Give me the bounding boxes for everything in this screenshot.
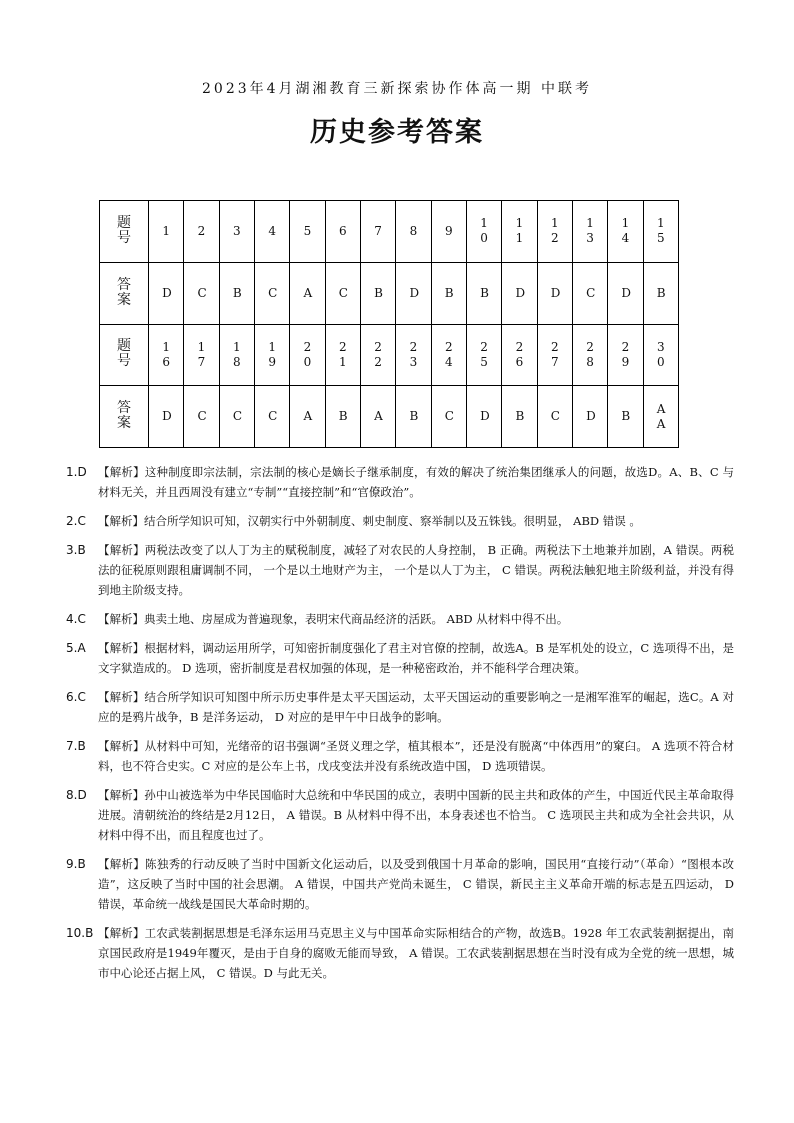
answer-letter: C: [268, 285, 278, 300]
answer-letter: B: [338, 409, 348, 424]
answer-cell: [219, 386, 254, 448]
answer-cell: [325, 386, 360, 448]
question-number: 17: [197, 339, 206, 369]
question-number-cell: [396, 324, 431, 386]
question-number: 28: [586, 339, 594, 369]
question-number-cell: [572, 201, 607, 263]
question-number: 23: [409, 339, 418, 369]
answer-cell: [537, 386, 572, 448]
answer-letter: D: [162, 285, 172, 300]
question-number-cell: [149, 324, 184, 386]
explanation-number: 7.B: [66, 739, 86, 753]
answer-letter: D: [586, 409, 596, 424]
question-number: 25: [480, 339, 488, 369]
answer-cell: [360, 262, 395, 324]
page-title: 历史参考答案: [310, 117, 484, 148]
explanation-number: 6.C: [66, 690, 86, 704]
answer-cell: [608, 262, 643, 324]
answer-cell: [643, 262, 678, 324]
question-number-cell: [643, 201, 678, 263]
answer-cell: [572, 262, 607, 324]
question-number-cell: [502, 324, 537, 386]
question-number-cell: [537, 201, 572, 263]
answer-letter: B: [621, 409, 631, 424]
explanation-text: 【解析】典卖土地、房屋成为普遍现象，表明宋代商品经济的活跃。 ABD 从材料中得不出。: [98, 612, 569, 626]
explanation-number: 1.D: [66, 465, 87, 479]
answer-letter: D: [515, 285, 526, 300]
answer-cell: [184, 386, 219, 448]
question-number: 20: [303, 339, 312, 369]
question-number: 4: [268, 223, 276, 238]
explanation-number: 5.A: [66, 641, 86, 655]
answer-letter: B: [515, 409, 525, 424]
answer-cell: [184, 262, 219, 324]
question-number-cell: [290, 201, 325, 263]
answer-cell: [502, 386, 537, 448]
question-number-cell: [325, 201, 360, 263]
explanation-number: 2.C: [66, 514, 86, 528]
answer-header-cell: [100, 386, 149, 448]
question-number-cell: [466, 201, 501, 263]
question-header-cell: [100, 324, 149, 386]
answer-letter: B: [656, 285, 666, 300]
answer-cell: [149, 386, 184, 448]
answer-cell: [325, 262, 360, 324]
explanation-text: 【解析】两税法改变了以人丁为主的赋税制度，减轻了对农民的人身控制， B 正确。两税法下土地兼并加剧，A 错误。两税法的征税原则跟租庸调制不同， 一个是以土地财产为主， 一个是以人丁为主， C 错误。两税法触犯地主阶级利益，并没有得到地主阶级支持。: [98, 543, 734, 597]
answer-cell: [290, 262, 325, 324]
question-number: 5: [303, 223, 312, 238]
question-number-cell: [184, 324, 219, 386]
explanation-number: 8.D: [66, 788, 87, 802]
question-number: 15: [656, 216, 665, 246]
question-number: 18: [232, 339, 241, 369]
explanation-text: 【解析】根据材料，调动运用所学，可知密折制度强化了君主对官僚的控制，故选A。B 是军机处的设立，C 选项得不出，是文字狱造成的。 D 选项，密折制度是君权加强的体现，是一种秘密政治，并不能科学合理决策。: [98, 641, 734, 675]
question-number-cell: [643, 324, 678, 386]
question-number: 9: [444, 223, 453, 238]
question-header-label: 题号: [117, 214, 131, 246]
answer-cell: [396, 262, 431, 324]
question-number-cell: [290, 324, 325, 386]
answer-letter: D: [162, 409, 172, 424]
question-number: 12: [550, 216, 559, 246]
answer-letter: B: [232, 285, 242, 300]
answer-cell: [431, 262, 466, 324]
answer-letter: C: [444, 409, 454, 424]
question-number-cell: [608, 324, 643, 386]
answer-letter: A: [303, 409, 313, 424]
question-number-cell: [431, 324, 466, 386]
answer-letter: B: [480, 285, 489, 300]
question-number: 29: [621, 339, 630, 369]
answer-cell: [290, 386, 325, 448]
answer-cell: [466, 262, 501, 324]
exam-subtitle: 2023年4月湖湘教育三新探索协作体高一期 中联考: [202, 81, 592, 97]
answer-letter: B: [444, 285, 454, 300]
question-number-cell: [184, 201, 219, 263]
explanation-text: 【解析】孙中山被选举为中华民国临时大总统和中华民国的成立，表明中国新的民主共和政体的产生，中国近代民主革命取得进展。清朝统治的终结是2月12日， A 错误。B 从材料中得不出，本身表述也不恰当。 C 选项民主共和成为全社会共识，从材料中得不出，而且程度也过了。: [98, 788, 734, 842]
answer-header-label: 答案: [117, 400, 131, 432]
question-number: 16: [162, 339, 170, 369]
explanation-item: [66, 462, 734, 502]
question-number-row: [100, 201, 679, 263]
answer-cell: [254, 386, 289, 448]
question-number-cell: [431, 201, 466, 263]
answer-letter: C: [232, 409, 242, 424]
question-number-cell: [396, 201, 431, 263]
answer-row: [100, 262, 679, 324]
explanations-list: [66, 462, 734, 992]
question-number: 14: [621, 216, 630, 246]
answer-header-label: 答案: [117, 276, 131, 308]
answer-letter: B: [409, 409, 419, 424]
question-number: 26: [515, 339, 524, 369]
explanation-text: 【解析】结合所学知识可知图中所示历史事件是太平天国运动，太平天国运动的重要影响之一是湘军淮军的崛起，选C。A 对应的是鸦片战争，B 是洋务运动， D 对应的是甲午中日战争的影响。: [98, 690, 734, 724]
question-number-cell: [149, 201, 184, 263]
explanation-item: [66, 638, 734, 678]
answer-letter: D: [409, 285, 420, 300]
question-number: 3: [232, 223, 241, 238]
answer-cell: [572, 386, 607, 448]
answer-cell: [396, 386, 431, 448]
answer-cell: [149, 262, 184, 324]
explanation-text: 【解析】从材料中可知，光绪帝的诏书强调“圣贤义理之学，植其根本”，还是没有脱离“中体西用”的窠臼。 A 选项不符合材料，也不符合史实。C 对应的是公车上书，戊戌变法并没有系统改造中国， D 选项错误。: [98, 739, 734, 773]
answer-letter: AA: [656, 401, 666, 431]
question-number: 11: [515, 216, 524, 246]
question-number-cell: [360, 324, 395, 386]
explanation-item: [66, 736, 734, 776]
answer-cell: [219, 262, 254, 324]
question-number: 1: [162, 223, 170, 238]
answer-cell: [431, 386, 466, 448]
explanation-text: 【解析】工农武装割据思想是毛泽东运用马克思主义与中国革命实际相结合的产物，故选B。1928 年工农武装割据提出，南京国民政府是1949年覆灭，是由于自身的腐败无能而导致， A 错误。工农武装割据思想在当时没有成为全党的统一思想，城市中心论还占据上风， C 错误。D 与此无关。: [98, 926, 734, 980]
question-number-cell: [537, 324, 572, 386]
question-number: 2: [197, 223, 206, 238]
answer-header-cell: [100, 262, 149, 324]
question-number: 19: [268, 339, 276, 369]
answer-table: [99, 200, 679, 448]
question-number-cell: [466, 324, 501, 386]
answer-letter: C: [338, 285, 348, 300]
explanation-text: 【解析】这种制度即宗法制，宗法制的核心是嫡长子继承制度，有效的解决了统治集团继承人的问题，故选D。A、B、C 与材料无关，并且西周没有建立“专制”“直接控制”和“官僚政治”。: [98, 465, 734, 499]
answer-cell: [643, 386, 678, 448]
explanation-text: 【解析】陈独秀的行动反映了当时中国新文化运动后，以及受到俄国十月革命的影响，国民用“直接行动”（革命）“图根本改造”，这反映了当时中国的社会思潮。 A 错误，中国共产党尚未诞生， C 错误，新民主主义革命开端的标志是五四运动， D 错误，革命统一战线是国民大革命时期的。: [98, 857, 734, 911]
answer-letter: D: [480, 409, 490, 424]
explanation-item: [66, 854, 734, 914]
question-number: 8: [409, 223, 418, 238]
question-number-cell: [608, 201, 643, 263]
explanation-item: [66, 785, 734, 845]
question-number-cell: [219, 201, 254, 263]
explanation-number: 10.B: [66, 926, 94, 940]
question-number: 30: [656, 339, 665, 369]
question-number: 7: [374, 223, 382, 238]
explanation-number: 3.B: [66, 543, 86, 557]
answer-cell: [502, 262, 537, 324]
question-header-cell: [100, 201, 149, 263]
answer-letter: C: [197, 409, 207, 424]
question-number: 10: [480, 216, 488, 246]
explanation-text: 【解析】结合所学知识可知，汉朝实行中外朝制度、刺史制度、察举制以及五铢钱。很明显， ABD 错误 。: [98, 514, 641, 528]
question-number-cell: [572, 324, 607, 386]
question-number: 13: [586, 216, 594, 246]
question-number-cell: [325, 324, 360, 386]
answer-letter: A: [303, 285, 313, 300]
answer-letter: D: [550, 285, 561, 300]
answer-letter: C: [197, 285, 207, 300]
explanation-item: [66, 540, 734, 600]
answer-cell: [608, 386, 643, 448]
answer-cell: [360, 386, 395, 448]
answer-cell: [466, 386, 501, 448]
answer-letter: C: [550, 409, 560, 424]
question-number-cell: [360, 201, 395, 263]
explanation-item: [66, 609, 734, 629]
answer-letter: B: [374, 285, 383, 300]
question-number-row: [100, 324, 679, 386]
explanation-item: [66, 923, 734, 983]
explanation-item: [66, 687, 734, 727]
answer-letter: D: [621, 285, 632, 300]
question-number-cell: [254, 201, 289, 263]
explanation-number: 4.C: [66, 612, 86, 626]
question-number: 6: [338, 223, 347, 238]
explanation-item: [66, 511, 734, 531]
question-number-cell: [254, 324, 289, 386]
answer-row: [100, 386, 679, 448]
answer-letter: A: [374, 409, 383, 424]
question-number: 27: [550, 339, 559, 369]
answer-cell: [537, 262, 572, 324]
question-number-cell: [502, 201, 537, 263]
question-header-label: 题号: [117, 338, 131, 370]
explanation-number: 9.B: [66, 857, 86, 871]
question-number: 24: [444, 339, 453, 369]
question-number: 22: [374, 339, 382, 369]
answer-letter: C: [586, 285, 596, 300]
answer-letter: C: [268, 409, 278, 424]
question-number-cell: [219, 324, 254, 386]
question-number: 21: [338, 339, 347, 369]
answer-cell: [254, 262, 289, 324]
